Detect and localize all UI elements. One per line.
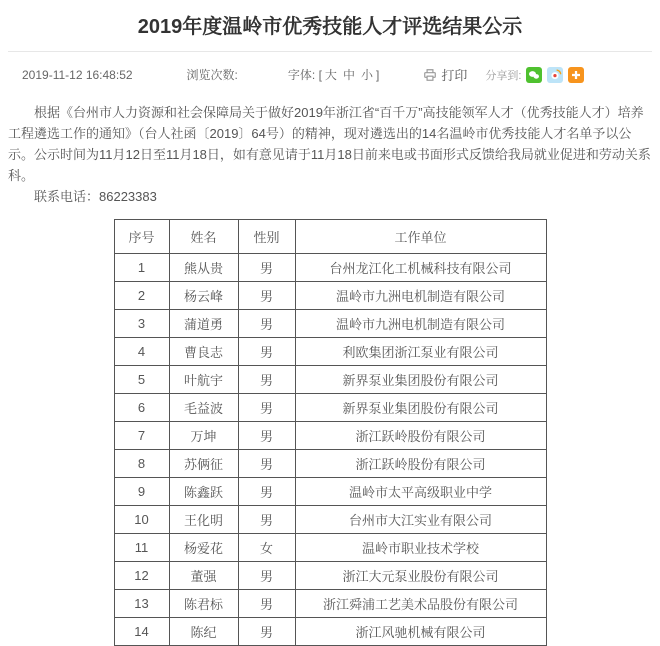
font-size-label: 字体: [287, 68, 316, 82]
table-cell: 男 [238, 282, 295, 310]
table-cell: 10 [114, 506, 169, 534]
table-cell: 温岭市九洲电机制造有限公司 [295, 310, 546, 338]
table-body [114, 254, 546, 646]
table-cell: 女 [238, 534, 295, 562]
table-cell: 浙江跃岭股份有限公司 [295, 422, 546, 450]
table-cell: 14 [114, 618, 169, 646]
table-row [114, 590, 546, 618]
table-cell: 男 [238, 478, 295, 506]
table-row [114, 394, 546, 422]
table-row [114, 366, 546, 394]
table-row [114, 450, 546, 478]
table-cell: 2 [114, 282, 169, 310]
table-row [114, 618, 546, 646]
table-row [114, 534, 546, 562]
table-cell: 男 [238, 254, 295, 282]
table-cell: 陈鑫跃 [169, 478, 238, 506]
table-row [114, 562, 546, 590]
table-cell: 男 [238, 590, 295, 618]
table-cell: 4 [114, 338, 169, 366]
font-size-control [288, 66, 379, 83]
table-cell: 新界泵业集团股份有限公司 [295, 394, 546, 422]
table-cell: 台州市大江实业有限公司 [295, 506, 546, 534]
font-size-large[interactable]: 大 [324, 68, 337, 82]
table-cell: 温岭市太平高级职业中学 [295, 478, 546, 506]
table-cell: 3 [114, 310, 169, 338]
table-cell: 新界泵业集团股份有限公司 [295, 366, 546, 394]
table-cell: 万坤 [169, 422, 238, 450]
table-cell: 男 [238, 422, 295, 450]
table-cell: 浙江舜浦工艺美术品股份有限公司 [295, 590, 546, 618]
table-cell: 叶航宇 [169, 366, 238, 394]
table-cell: 陈纪 [169, 618, 238, 646]
results-table [114, 219, 547, 646]
table-cell: 浙江大元泵业股份有限公司 [295, 562, 546, 590]
publish-datetime: 2019-11-12 16:48:52 [22, 67, 133, 82]
font-size-small[interactable]: 小 [360, 68, 373, 82]
table-cell: 男 [238, 450, 295, 478]
font-size-medium[interactable]: 中 [342, 68, 355, 82]
table-cell: 浙江风驰机械有限公司 [295, 618, 546, 646]
table-cell: 男 [238, 618, 295, 646]
share-bar [485, 67, 584, 83]
meta-bar [0, 52, 660, 84]
table-cell: 男 [238, 310, 295, 338]
table-cell: 杨爱花 [169, 534, 238, 562]
table-cell: 王化明 [169, 506, 238, 534]
table-cell: 浙江跃岭股份有限公司 [295, 450, 546, 478]
table-cell: 1 [114, 254, 169, 282]
weibo-icon[interactable] [547, 67, 563, 83]
column-header: 序号 [114, 220, 169, 254]
table-cell: 12 [114, 562, 169, 590]
table-cell: 利欧集团浙江泵业有限公司 [295, 338, 546, 366]
view-count-label: 浏览次数: [186, 68, 238, 82]
table-cell: 8 [114, 450, 169, 478]
table-cell: 男 [238, 338, 295, 366]
table-row [114, 310, 546, 338]
print-button[interactable] [423, 65, 467, 84]
table-cell: 5 [114, 366, 169, 394]
column-header: 姓名 [169, 220, 238, 254]
table-cell: 杨云峰 [169, 282, 238, 310]
font-bracket-close: ] [375, 68, 380, 82]
share-to-label: 分享到: [485, 69, 522, 82]
print-label: 打印 [441, 68, 468, 83]
table-row [114, 422, 546, 450]
table-cell: 13 [114, 590, 169, 618]
contact-line: 联系电话：86223383 [34, 189, 157, 204]
table-cell: 7 [114, 422, 169, 450]
printer-icon [423, 68, 437, 82]
table-cell: 6 [114, 394, 169, 422]
font-bracket-open: [ [318, 68, 322, 82]
table-row [114, 506, 546, 534]
table-cell: 温岭市九洲电机制造有限公司 [295, 282, 546, 310]
table-row [114, 338, 546, 366]
page-title: 2019年度温岭市优秀技能人才评选结果公示 [137, 16, 523, 38]
table-row [114, 478, 546, 506]
table-cell: 男 [238, 394, 295, 422]
table-cell: 熊从贵 [169, 254, 238, 282]
column-header: 工作单位 [295, 220, 546, 254]
notice-paragraph: 根据《台州市人力资源和社会保障局关于做好2019年浙江省“百千万”高技能领军人才（优秀技能人才）培养工程遴选工作的通知》（台人社函〔2019〕64号）的精神，现对遴选出的14名温岭市优秀技能人才名单予以公示。公示时间为11月12日至11月18日，如有意见请于11月18日前来电或书面形式反馈给我局就业促进和劳动关系科。 [8, 105, 651, 183]
table-cell: 男 [238, 366, 295, 394]
table-cell: 温岭市职业技术学校 [295, 534, 546, 562]
table-cell: 陈君标 [169, 590, 238, 618]
table-cell: 台州龙江化工机械科技有限公司 [295, 254, 546, 282]
table-cell: 9 [114, 478, 169, 506]
table-cell: 毛益波 [169, 394, 238, 422]
table-row [114, 254, 546, 282]
wechat-icon[interactable] [526, 67, 542, 83]
table-cell: 蒲道勇 [169, 310, 238, 338]
column-header: 性别 [238, 220, 295, 254]
table-row [114, 282, 546, 310]
table-cell: 董强 [169, 562, 238, 590]
table-header-row [114, 220, 546, 254]
table-cell: 苏俩征 [169, 450, 238, 478]
article-body [0, 84, 660, 207]
share-more-icon[interactable] [568, 67, 584, 83]
table-cell: 男 [238, 506, 295, 534]
table-cell: 11 [114, 534, 169, 562]
table-cell: 曹良志 [169, 338, 238, 366]
table-cell: 男 [238, 562, 295, 590]
